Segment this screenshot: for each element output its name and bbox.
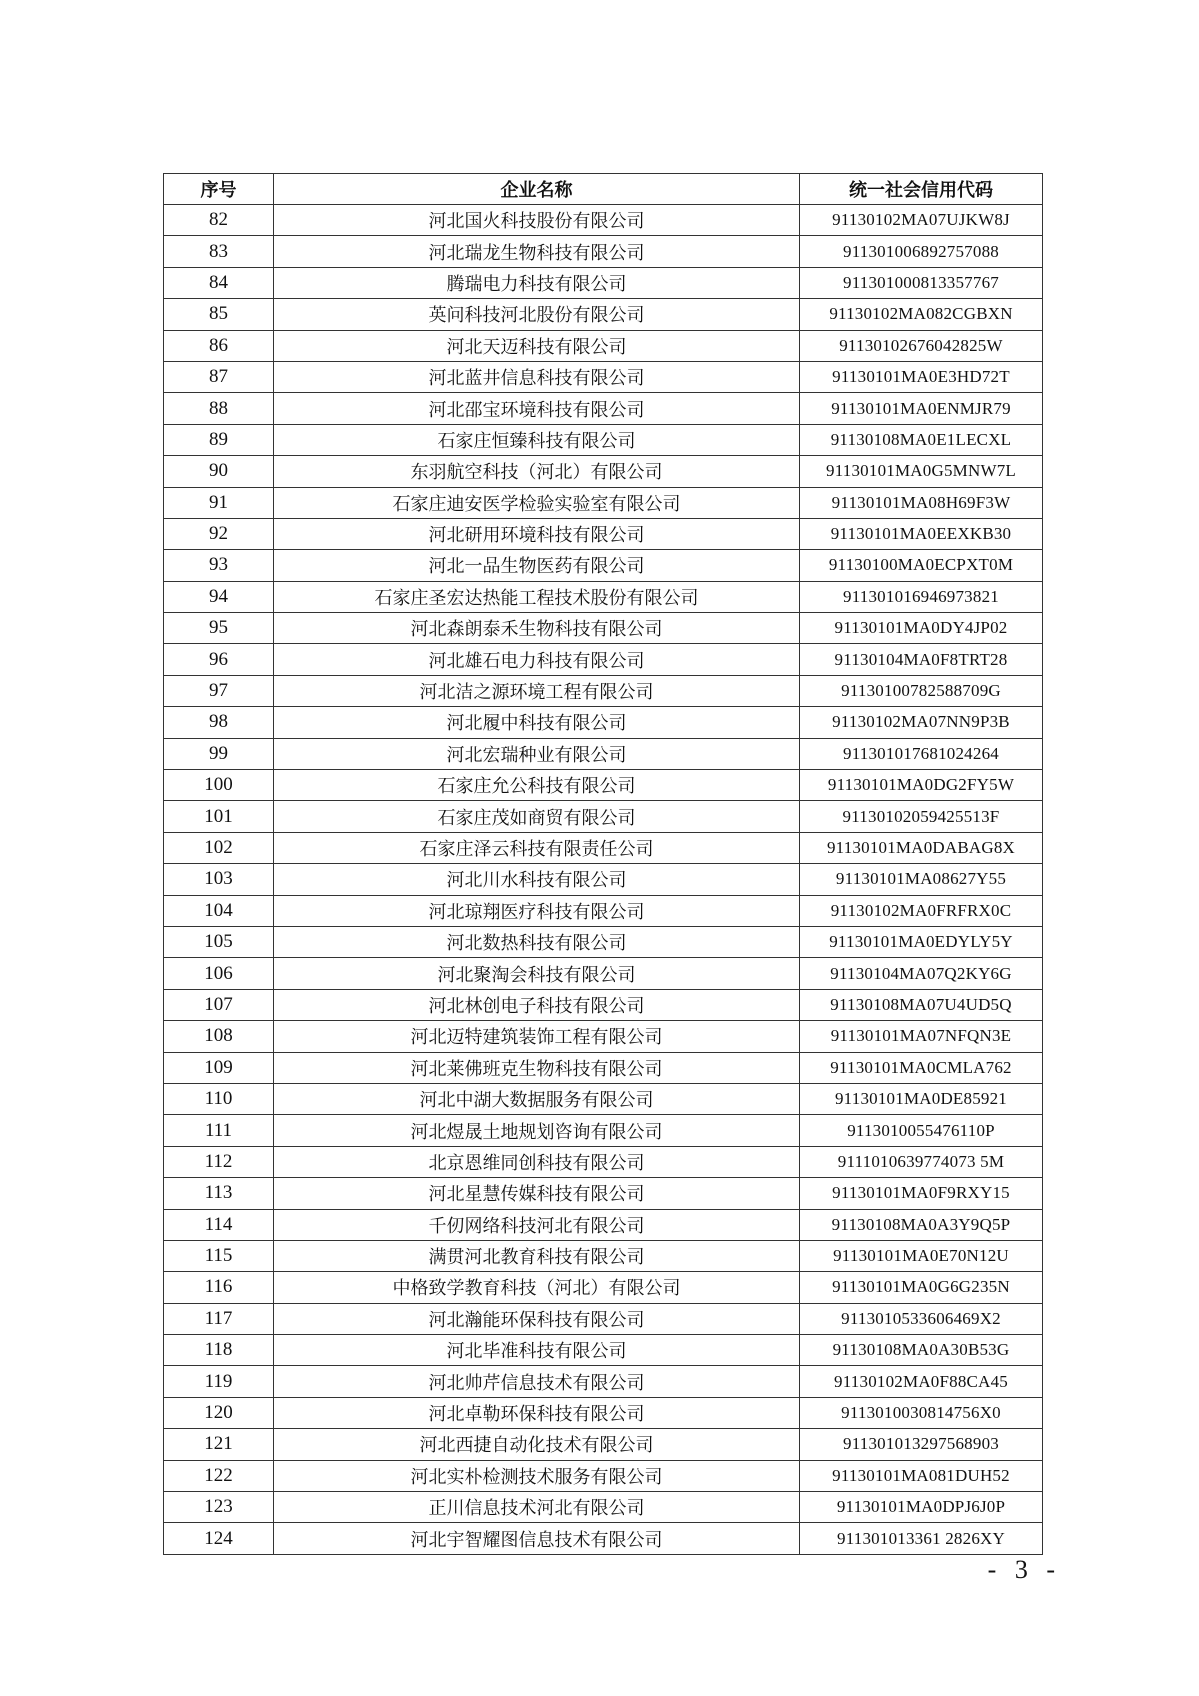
table-row (164, 801, 1043, 832)
row-company-name: 石家庄允公科技有限公司 (274, 770, 800, 801)
row-credit-code: 91130101MA08627Y55 (800, 864, 1043, 895)
table-row (164, 1335, 1043, 1366)
row-credit-code: 91130101MA0DE85921 (800, 1083, 1043, 1114)
table-row (164, 1052, 1043, 1083)
company-list-table (163, 173, 1043, 1555)
row-credit-code: 91130101MA0ENMJR79 (800, 393, 1043, 424)
table-row (164, 738, 1043, 769)
row-sequence: 88 (164, 393, 274, 424)
header-sequence: 序号 (164, 174, 274, 205)
table-row (164, 989, 1043, 1020)
table-header-row (164, 174, 1043, 205)
row-credit-code: 91130102MA0FRFRX0C (800, 895, 1043, 926)
row-sequence: 120 (164, 1397, 274, 1428)
row-credit-code: 9113010030814756X0 (800, 1397, 1043, 1428)
row-sequence: 117 (164, 1303, 274, 1334)
table-row (164, 926, 1043, 957)
row-credit-code: 91130101MA0DG2FY5W (800, 770, 1043, 801)
row-sequence: 96 (164, 644, 274, 675)
row-sequence: 109 (164, 1052, 274, 1083)
row-company-name: 河北邵宝环境科技有限公司 (274, 393, 800, 424)
row-sequence: 112 (164, 1146, 274, 1177)
row-credit-code: 91130102MA0F88CA45 (800, 1366, 1043, 1397)
row-company-name: 正川信息技术河北有限公司 (274, 1492, 800, 1523)
row-company-name: 石家庄恒臻科技有限公司 (274, 424, 800, 455)
table-row (164, 707, 1043, 738)
row-company-name: 河北洁之源环境工程有限公司 (274, 675, 800, 706)
row-credit-code: 91130102MA07NN9P3B (800, 707, 1043, 738)
row-credit-code: 91130101MA0DABAG8X (800, 832, 1043, 863)
header-company-name: 企业名称 (274, 174, 800, 205)
row-sequence: 92 (164, 518, 274, 549)
table-row (164, 393, 1043, 424)
row-sequence: 90 (164, 456, 274, 487)
row-sequence: 118 (164, 1335, 274, 1366)
table-row (164, 1115, 1043, 1146)
row-company-name: 河北森朗泰禾生物科技有限公司 (274, 613, 800, 644)
row-company-name: 河北煜晟土地规划咨询有限公司 (274, 1115, 800, 1146)
row-company-name: 腾瑞电力科技有限公司 (274, 267, 800, 298)
row-credit-code: 91130102059425513F (800, 801, 1043, 832)
row-sequence: 89 (164, 424, 274, 455)
row-company-name: 中格致学教育科技（河北）有限公司 (274, 1272, 800, 1303)
row-company-name: 石家庄迪安医学检验实验室有限公司 (274, 487, 800, 518)
table-row (164, 518, 1043, 549)
table-row (164, 895, 1043, 926)
row-credit-code: 91130108MA0E1LECXL (800, 424, 1043, 455)
row-company-name: 河北研用环境科技有限公司 (274, 518, 800, 549)
row-sequence: 107 (164, 989, 274, 1020)
row-credit-code: 91130101MA0DPJ6J0P (800, 1492, 1043, 1523)
row-credit-code: 91130101MA0EDYLY5Y (800, 926, 1043, 957)
page-number: - 3 - (987, 1555, 1061, 1584)
table-row (164, 864, 1043, 895)
row-company-name: 河北莱佛班克生物科技有限公司 (274, 1052, 800, 1083)
row-sequence: 123 (164, 1492, 274, 1523)
row-credit-code: 91130104MA07Q2KY6G (800, 958, 1043, 989)
header-credit-code: 统一社会信用代码 (800, 174, 1043, 205)
table-row (164, 613, 1043, 644)
row-credit-code: 91130101MA08H69F3W (800, 487, 1043, 518)
table-row (164, 361, 1043, 392)
row-sequence: 101 (164, 801, 274, 832)
row-credit-code: 91130101MA081DUH52 (800, 1460, 1043, 1491)
row-company-name: 石家庄圣宏达热能工程技术股份有限公司 (274, 581, 800, 612)
row-company-name: 石家庄泽云科技有限责任公司 (274, 832, 800, 863)
row-sequence: 102 (164, 832, 274, 863)
table-row (164, 1178, 1043, 1209)
row-company-name: 河北实朴检测技术服务有限公司 (274, 1460, 800, 1491)
table-body (164, 205, 1043, 1555)
row-company-name: 河北林创电子科技有限公司 (274, 989, 800, 1020)
row-company-name: 英问科技河北股份有限公司 (274, 299, 800, 330)
table-row (164, 267, 1043, 298)
row-sequence: 108 (164, 1021, 274, 1052)
row-credit-code: 91130102MA07UJKW8J (800, 205, 1043, 236)
row-company-name: 北京恩维同创科技有限公司 (274, 1146, 800, 1177)
table-row (164, 1397, 1043, 1428)
row-sequence: 95 (164, 613, 274, 644)
row-credit-code: 91130101MA07NFQN3E (800, 1021, 1043, 1052)
row-sequence: 104 (164, 895, 274, 926)
row-credit-code: 91130104MA0F8TRT28 (800, 644, 1043, 675)
row-sequence: 103 (164, 864, 274, 895)
table-row (164, 832, 1043, 863)
row-company-name: 河北蓝井信息科技有限公司 (274, 361, 800, 392)
row-company-name: 河北琼翔医疗科技有限公司 (274, 895, 800, 926)
row-credit-code: 9113010055476110P (800, 1115, 1043, 1146)
row-sequence: 83 (164, 236, 274, 267)
table-row (164, 1303, 1043, 1334)
table-row (164, 487, 1043, 518)
row-company-name: 河北数热科技有限公司 (274, 926, 800, 957)
row-sequence: 124 (164, 1523, 274, 1554)
row-company-name: 河北宏瑞种业有限公司 (274, 738, 800, 769)
table-row (164, 1209, 1043, 1240)
row-credit-code: 91130101MA0F9RXY15 (800, 1178, 1043, 1209)
row-sequence: 86 (164, 330, 274, 361)
row-credit-code: 911301006892757088 (800, 236, 1043, 267)
row-credit-code: 91130101MA0G6G235N (800, 1272, 1043, 1303)
row-credit-code: 911301016946973821 (800, 581, 1043, 612)
row-company-name: 河北天迈科技有限公司 (274, 330, 800, 361)
row-sequence: 110 (164, 1083, 274, 1114)
row-sequence: 122 (164, 1460, 274, 1491)
table-row (164, 299, 1043, 330)
table-row (164, 1366, 1043, 1397)
table-row (164, 456, 1043, 487)
row-credit-code: 91130108MA0A30B53G (800, 1335, 1043, 1366)
row-sequence: 94 (164, 581, 274, 612)
row-credit-code: 9111010639774073 5M (800, 1146, 1043, 1177)
row-credit-code: 91130100MA0ECPXT0M (800, 550, 1043, 581)
row-credit-code: 911301013297568903 (800, 1429, 1043, 1460)
row-credit-code: 9113010533606469X2 (800, 1303, 1043, 1334)
row-credit-code: 911301000813357767 (800, 267, 1043, 298)
row-credit-code: 91130108MA07U4UD5Q (800, 989, 1043, 1020)
row-sequence: 93 (164, 550, 274, 581)
row-sequence: 91 (164, 487, 274, 518)
table-row (164, 330, 1043, 361)
row-sequence: 84 (164, 267, 274, 298)
row-company-name: 河北迈特建筑装饰工程有限公司 (274, 1021, 800, 1052)
row-company-name: 石家庄茂如商贸有限公司 (274, 801, 800, 832)
row-company-name: 河北瀚能环保科技有限公司 (274, 1303, 800, 1334)
row-sequence: 85 (164, 299, 274, 330)
row-credit-code: 91130102676042825W (800, 330, 1043, 361)
row-sequence: 100 (164, 770, 274, 801)
row-company-name: 河北一品生物医药有限公司 (274, 550, 800, 581)
row-company-name: 河北国火科技股份有限公司 (274, 205, 800, 236)
table-row (164, 1460, 1043, 1491)
row-sequence: 82 (164, 205, 274, 236)
table-row (164, 1272, 1043, 1303)
row-credit-code: 91130101MA0E70N12U (800, 1240, 1043, 1271)
row-company-name: 河北履中科技有限公司 (274, 707, 800, 738)
row-company-name: 千仞网络科技河北有限公司 (274, 1209, 800, 1240)
table-row (164, 1021, 1043, 1052)
row-credit-code: 91130101MA0E3HD72T (800, 361, 1043, 392)
row-credit-code: 911301013361 2826XY (800, 1523, 1043, 1554)
row-company-name: 河北卓勒环保科技有限公司 (274, 1397, 800, 1428)
row-credit-code: 911301017681024264 (800, 738, 1043, 769)
row-sequence: 106 (164, 958, 274, 989)
row-sequence: 99 (164, 738, 274, 769)
row-sequence: 97 (164, 675, 274, 706)
row-credit-code: 91130101MA0DY4JP02 (800, 613, 1043, 644)
row-credit-code: 91130101MA0CMLA762 (800, 1052, 1043, 1083)
table-row (164, 550, 1043, 581)
table-row (164, 958, 1043, 989)
row-credit-code: 91130101MA0EEXKB30 (800, 518, 1043, 549)
row-sequence: 116 (164, 1272, 274, 1303)
row-company-name: 河北西捷自动化技术有限公司 (274, 1429, 800, 1460)
row-sequence: 119 (164, 1366, 274, 1397)
row-company-name: 河北雄石电力科技有限公司 (274, 644, 800, 675)
table-row (164, 1429, 1043, 1460)
table-row (164, 1146, 1043, 1177)
row-credit-code: 91130100782588709G (800, 675, 1043, 706)
table-row (164, 770, 1043, 801)
table-row (164, 424, 1043, 455)
row-sequence: 113 (164, 1178, 274, 1209)
row-company-name: 东羽航空科技（河北）有限公司 (274, 456, 800, 487)
table-row (164, 236, 1043, 267)
table-row (164, 581, 1043, 612)
row-company-name: 河北中湖大数据服务有限公司 (274, 1083, 800, 1114)
row-company-name: 河北瑞龙生物科技有限公司 (274, 236, 800, 267)
table-row (164, 1083, 1043, 1114)
row-sequence: 98 (164, 707, 274, 738)
table-row (164, 675, 1043, 706)
row-company-name: 河北川水科技有限公司 (274, 864, 800, 895)
table-row (164, 1240, 1043, 1271)
row-company-name: 河北宇智耀图信息技术有限公司 (274, 1523, 800, 1554)
table-row (164, 644, 1043, 675)
row-sequence: 111 (164, 1115, 274, 1146)
row-company-name: 河北毕准科技有限公司 (274, 1335, 800, 1366)
row-company-name: 河北帅芹信息技术有限公司 (274, 1366, 800, 1397)
row-company-name: 满贯河北教育科技有限公司 (274, 1240, 800, 1271)
table-row (164, 205, 1043, 236)
row-sequence: 121 (164, 1429, 274, 1460)
table-row (164, 1492, 1043, 1523)
row-company-name: 河北星慧传媒科技有限公司 (274, 1178, 800, 1209)
row-credit-code: 91130102MA082CGBXN (800, 299, 1043, 330)
row-sequence: 105 (164, 926, 274, 957)
row-company-name: 河北聚淘会科技有限公司 (274, 958, 800, 989)
table-row (164, 1523, 1043, 1554)
row-sequence: 115 (164, 1240, 274, 1271)
row-credit-code: 91130101MA0G5MNW7L (800, 456, 1043, 487)
row-sequence: 114 (164, 1209, 274, 1240)
row-sequence: 87 (164, 361, 274, 392)
row-credit-code: 91130108MA0A3Y9Q5P (800, 1209, 1043, 1240)
